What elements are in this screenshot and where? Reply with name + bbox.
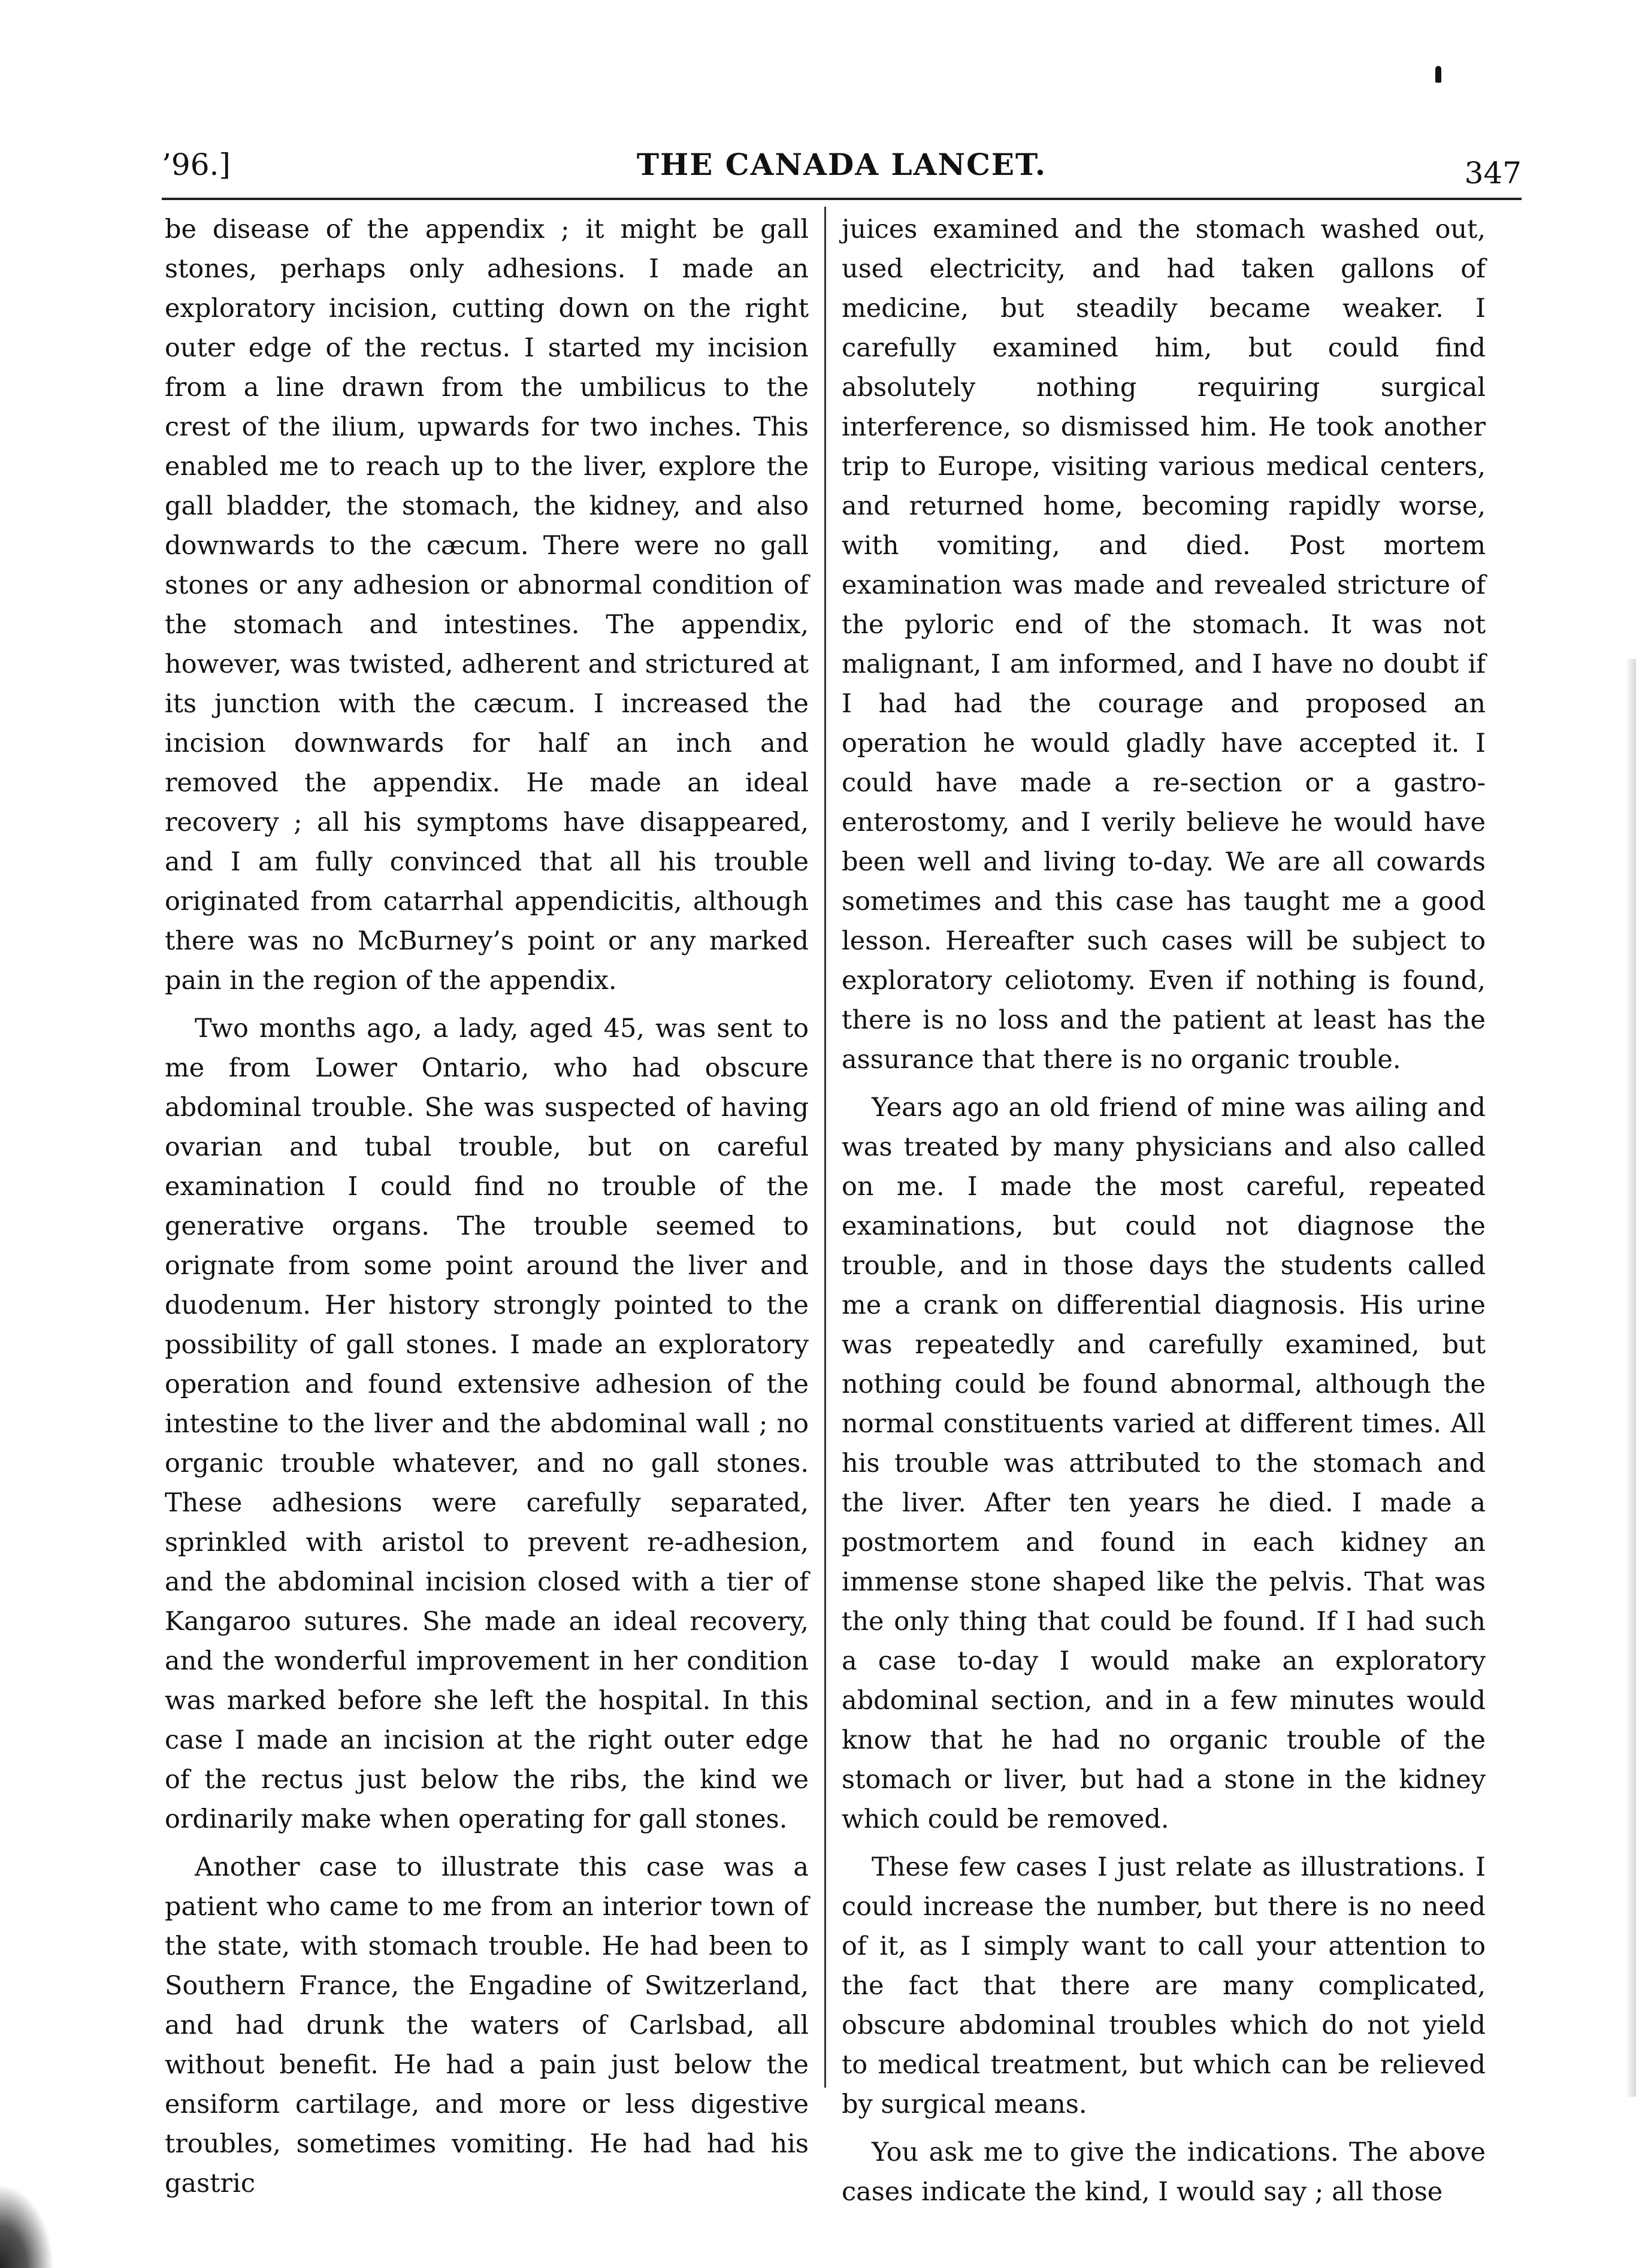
scan-corner-shadow <box>0 2184 54 2268</box>
paragraph: be disease of the appendix ; it might be gall stones, perhaps only adhesions. I made an exploratory incision, cutting down on the right outer edge of the rectus. I started my incision from a line drawn from the umbilicus to the crest of the ilium, upwards for two inches. This enabled me to reach up to the liver, explore the gall bladder, the stomach, the kidney, and also downwards to the cæcum. There were no gall stones or any adhesion or abnormal condition of the stomach and intestines. The appendix, however, was twisted, adherent and strictured at its junction with the cæcum. I increased the incision downwards for half an inch and removed the appendix. He made an ideal recovery ; all his symptoms have disappeared, and I am fully convinced that all his trouble originated from catarrhal appendicitis, although there was no McBurney’s point or any marked pain in the region of the appendix. <box>165 214 809 996</box>
running-header <box>162 144 1522 198</box>
page-number: 347 <box>1464 156 1522 190</box>
paragraph: Years ago an old friend of mine was ailing and was treated by many physicians and also called on me. I made the most careful, repeated examinations, but could not diagnose the trouble, and in those days the students called me a crank on differential diagnosis. His urine was repeatedly and carefully examined, but nothing could be found abnormal, although the normal constituents varied at different times. All his trouble was attributed to the stomach and the liver. After ten years he died. I made a postmortem and found in each kidney an immense stone shaped like the pelvis. That was the only thing that could be found. If I had such a case to-day I would make an exploratory abdominal section, and in a few minutes would know that he had no organic trouble of the stomach or liver, but had a stone in the kidney which could be removed. <box>842 1093 1486 1834</box>
header-rule <box>162 198 1522 200</box>
paragraph: Two months ago, a lady, aged 45, was sent to me from Lower Ontario, who had obscure abdominal trouble. She was suspected of having ovarian and tubal trouble, but on careful examination I could find no trouble of the generative organs. The trouble seemed to orignate from some point around the liver and duodenum. Her history strongly pointed to the possibility of gall stones. I made an exploratory operation and found extensive adhesion of the intestine to the liver and the abdominal wall ; no organic trouble whatever, and no gall stones. These adhesions were carefully separated, sprinkled with aristol to prevent re-adhesion, and the abdominal incision closed with a tier of Kangaroo sutures. She made an ideal recovery, and the wonderful improvement in her condition was marked before she left the hospital. In this case I made an incision at the right outer edge of the rectus just below the ribs, the kind we ordinarily make when operating for gall stones. <box>165 1014 809 1834</box>
header-volume-year: ’96.] <box>162 147 231 182</box>
left-column <box>165 210 809 2212</box>
paragraph: Another case to illustrate this case was a patient who came to me from an interior town of the state, with stomach trouble. He had been to Southern France, the Engadine of Switzerland, and had drunk the waters of Carlsbad, all without benefit. He had a pain just below the ensiform cartilage, and more or less digestive troubles, sometimes vomiting. He had had his gastric <box>165 1852 809 2199</box>
ink-mark <box>1435 66 1441 83</box>
column-divider <box>824 207 826 2088</box>
journal-title: THE CANADA LANCET. <box>636 147 1047 182</box>
paragraph: juices examined and the stomach washed out, used electricity, and had taken gallons of medicine, but steadily became weaker. I carefully examined him, but could find absolutely nothing requiring surgical interference, so dismissed him. He took another trip to Europe, visiting various medical centers, and returned home, becoming rapidly worse, with vomiting, and died. Post mortem examination was made and revealed stricture of the pyloric end of the stomach. It was not malignant, I am informed, and I have no doubt if I had had the courage and proposed an operation he would gladly have accepted it. I could have made a re-section or a gastro-enterostomy, and I verily believe he would have been well and living to-day. We are all cowards sometimes and this case has taught me a good lesson. Hereafter such cases will be subject to exploratory celiotomy. Even if nothing is found, there is no loss and the patient at least has the assurance that there is no organic trouble. <box>842 214 1486 1075</box>
page-edge-shadow <box>1625 659 1636 2097</box>
right-column <box>842 210 1486 2220</box>
paragraph: You ask me to give the indications. The above cases indicate the kind, I would say ; all those <box>842 2137 1486 2207</box>
paragraph: These few cases I just relate as illustrations. I could increase the number, but there is no need of it, as I simply want to call your attention to the fact that there are many complicated, obscure abdominal troubles which do not yield to medical treatment, but which can be relieved by surgical means. <box>842 1852 1486 2119</box>
